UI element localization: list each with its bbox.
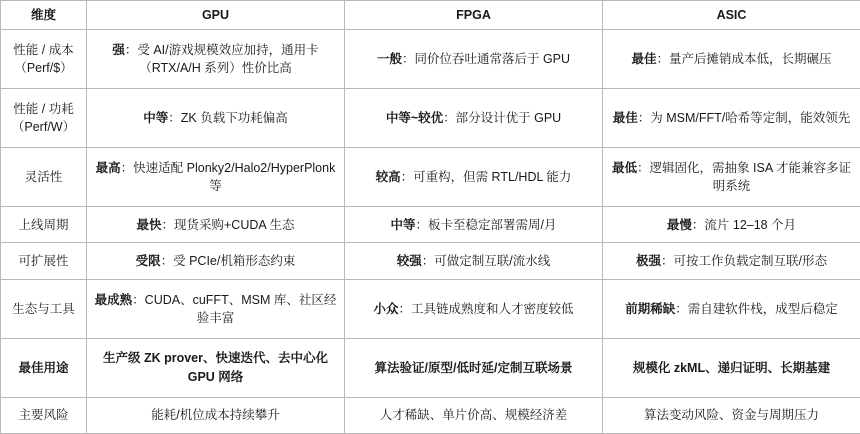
- header-fpga: FPGA: [345, 1, 603, 30]
- row-dimension-label: 生态与工具: [1, 279, 87, 338]
- cell-lead: 较强: [396, 253, 422, 268]
- cell-gpu: [87, 30, 345, 89]
- header-gpu: GPU: [87, 1, 345, 30]
- table-row: [1, 243, 860, 279]
- table-row: [1, 397, 860, 433]
- table-body: [1, 30, 860, 434]
- table-row: [1, 89, 860, 148]
- cell-text: ：部分设计优于 GPU: [443, 110, 562, 125]
- header-dimension: 维度: [1, 1, 87, 30]
- cell-text: 规模化 zkML、递归证明、长期基建: [632, 360, 831, 375]
- cell-lead: 一般: [376, 52, 402, 67]
- table-header: [1, 1, 860, 30]
- cell-text: ：板卡至稳定部署需周/月: [415, 217, 557, 232]
- cell-asic: [603, 243, 860, 279]
- cell-lead: 前期稀缺: [625, 301, 676, 316]
- cell-text: ：ZK 负载下功耗偏高: [168, 110, 288, 125]
- cell-asic: [603, 89, 860, 148]
- cell-text: ：逻辑固化，需抽象 ISA 才能兼容多证明系统: [637, 160, 851, 193]
- cell-text: ：受 PCIe/机箱形态约束: [160, 253, 296, 268]
- cell-text: ：需自建软件栈，成型后稳定: [675, 301, 838, 316]
- row-dimension-label: 性能 / 功耗 （Perf/W）: [1, 89, 87, 148]
- table-row: [1, 30, 860, 89]
- cell-gpu: [87, 279, 345, 338]
- table-row: [1, 206, 860, 242]
- cell-lead: 强: [112, 42, 125, 57]
- cell-lead: 最快: [136, 217, 162, 232]
- cell-gpu: [87, 397, 345, 433]
- cell-lead: 受限: [135, 253, 161, 268]
- cell-asic: [603, 206, 860, 242]
- cell-text: ：可重构，但需 RTL/HDL 能力: [400, 169, 572, 184]
- cell-fpga: [345, 243, 603, 279]
- cell-text: 生产级 ZK prover、快速迭代、去中心化 GPU 网络: [102, 351, 328, 384]
- cell-text: ：可按工作负载定制互联/形态: [661, 253, 827, 268]
- cell-fpga: [345, 397, 603, 433]
- cell-lead: 最低: [612, 160, 638, 175]
- cell-lead: 最慢: [666, 217, 692, 232]
- cell-text: ：可做定制互联/流水线: [421, 253, 551, 268]
- cell-lead: 最成熟: [94, 292, 133, 307]
- cell-gpu: [87, 89, 345, 148]
- cell-lead: 中等~较优: [385, 110, 444, 125]
- cell-text: ：现货采购+CUDA 生态: [161, 217, 295, 232]
- cell-text: ：工具链成熟度和人才密度较低: [398, 301, 574, 316]
- cell-asic: [603, 30, 860, 89]
- cell-text: 算法变动风险、资金与周期压力: [643, 408, 819, 423]
- row-dimension-label: 最佳用途: [1, 338, 87, 397]
- header-asic: ASIC: [603, 1, 860, 30]
- cell-fpga: [345, 338, 603, 397]
- cell-text: 算法验证/原型/低时延/定制互联场景: [374, 360, 573, 375]
- row-dimension-label: 主要风险: [1, 397, 87, 433]
- cell-fpga: [345, 30, 603, 89]
- table-row: [1, 279, 860, 338]
- table-header-row: [1, 1, 860, 30]
- cell-gpu: [87, 243, 345, 279]
- cell-lead: 最佳: [631, 52, 657, 67]
- cell-asic: [603, 397, 860, 433]
- cell-asic: [603, 338, 860, 397]
- cell-lead: 极强: [636, 253, 662, 268]
- cell-text: 人才稀缺、单片价高、规模经济差: [379, 408, 568, 423]
- cell-text: ：流片 12–18 个月: [691, 217, 797, 232]
- table-row: [1, 338, 860, 397]
- cell-fpga: [345, 279, 603, 338]
- cell-text: ：快速适配 Plonky2/Halo2/HyperPlonk 等: [120, 160, 336, 193]
- cell-gpu: [87, 206, 345, 242]
- cell-gpu: [87, 148, 345, 207]
- row-dimension-label: 上线周期: [1, 206, 87, 242]
- cell-fpga: [345, 148, 603, 207]
- cell-text: ：为 MSM/FFT/哈希等定制，能效领先: [637, 110, 851, 125]
- cell-lead: 较高: [375, 169, 401, 184]
- table-row: [1, 148, 860, 207]
- cell-gpu: [87, 338, 345, 397]
- cell-lead: 中等: [390, 217, 416, 232]
- cell-lead: 最佳: [612, 110, 638, 125]
- cell-asic: [603, 279, 860, 338]
- cell-text: 能耗/机位成本持续攀升: [151, 408, 280, 423]
- row-dimension-label: 性能 / 成本 （Perf/$）: [1, 30, 87, 89]
- cell-text: ：受 AI/游戏规模效应加持，通用卡（RTX/A/H 系列）性价比高: [124, 42, 319, 76]
- cell-text: ：量产后摊销成本低，长期碾压: [656, 52, 832, 67]
- cell-lead: 中等: [143, 110, 169, 125]
- cell-lead: 小众: [373, 301, 399, 316]
- row-dimension-label: 可扩展性: [1, 243, 87, 279]
- cell-fpga: [345, 206, 603, 242]
- row-dimension-label: 灵活性: [1, 148, 87, 207]
- cell-text: ：同价位吞吐通常落后于 GPU: [401, 52, 571, 67]
- cell-lead: 最高: [95, 160, 121, 175]
- cell-text: ：CUDA、cuFFT、MSM 库、社区经验丰富: [132, 292, 337, 325]
- cell-asic: [603, 148, 860, 207]
- cell-fpga: [345, 89, 603, 148]
